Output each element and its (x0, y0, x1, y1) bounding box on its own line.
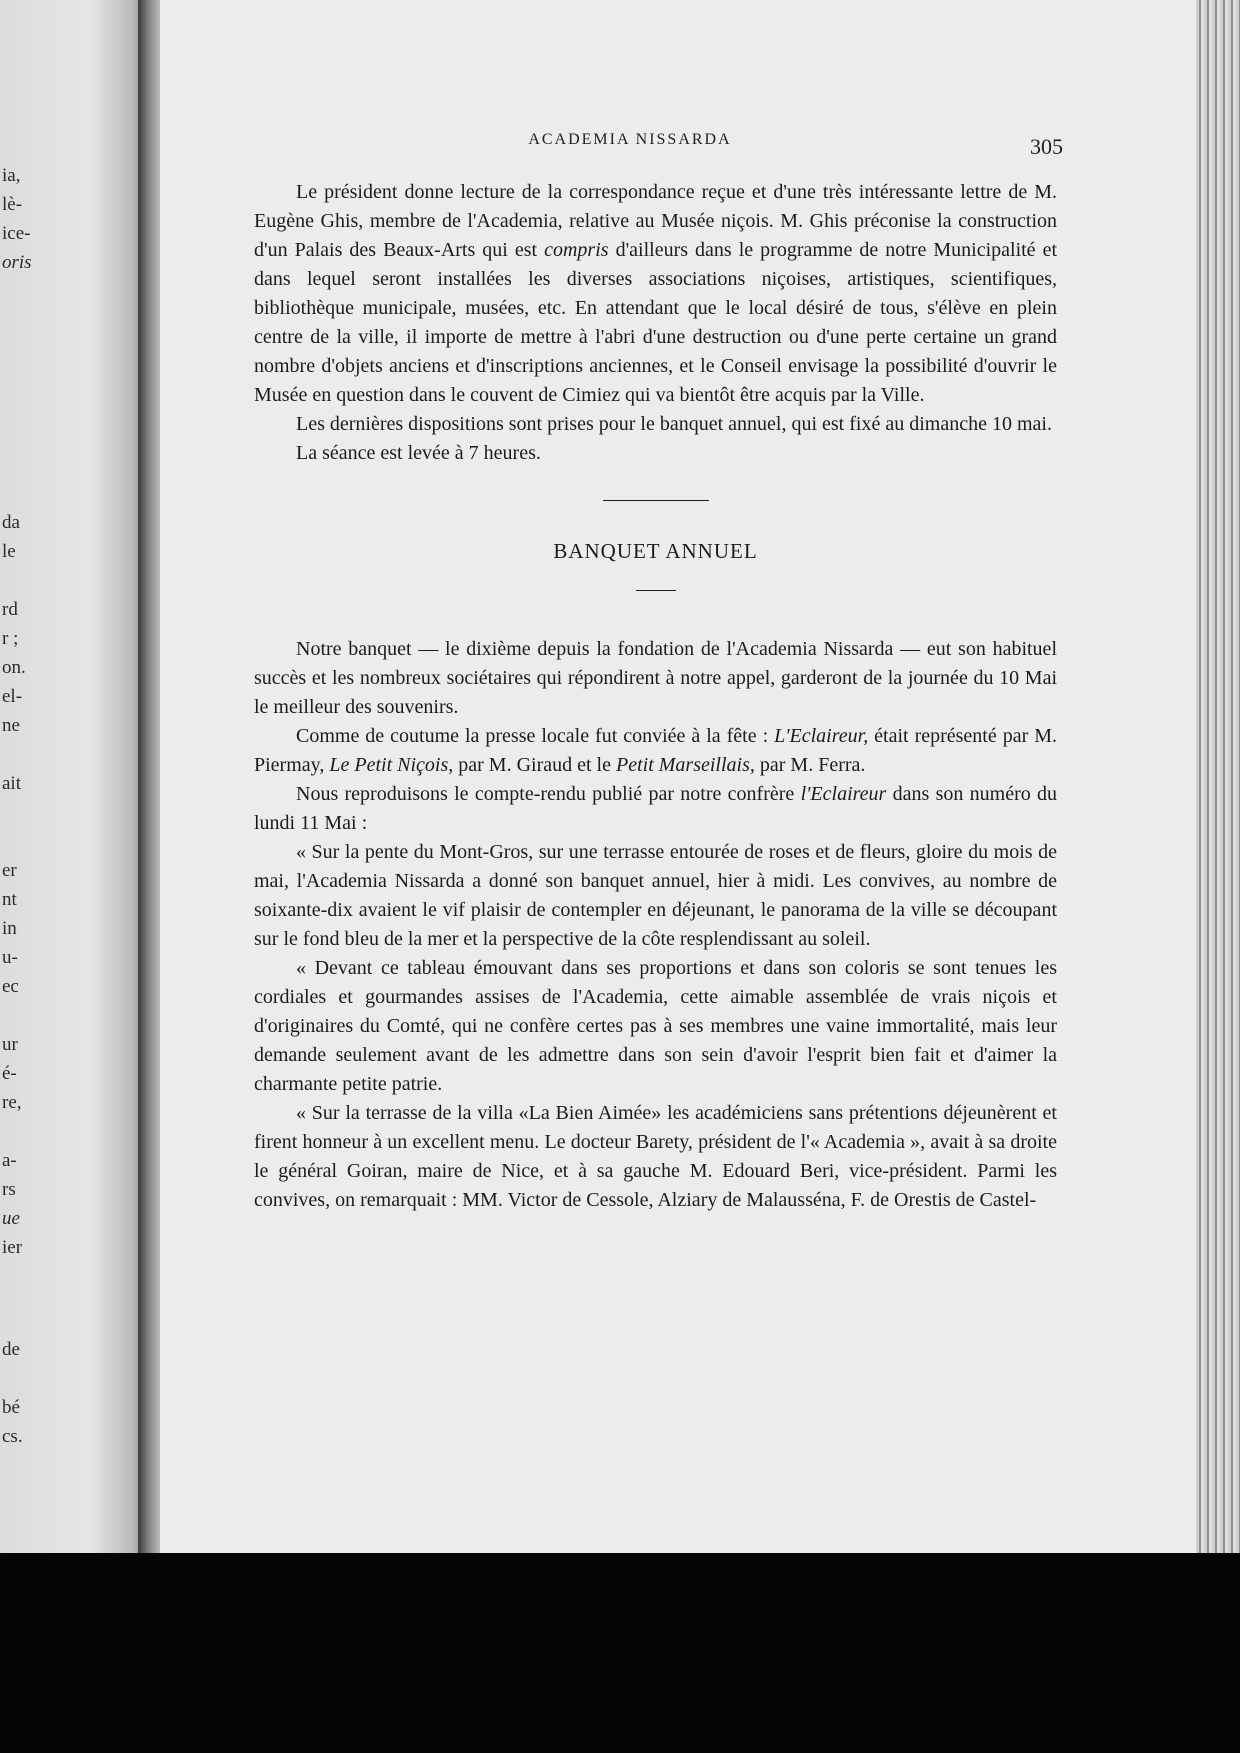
paragraph: Notre banquet — le dixième depuis la fondation de l'Academia Nissarda — eut son habituel succès et les nombreux sociétaires qui répondirent à notre appel, garderont de la journée du 10 Mai le meilleur des souvenirs. (254, 638, 1057, 718)
facing-page-fragment: ur (2, 1034, 18, 1055)
paragraph: Les dernières dispositions sont prises pour le banquet annuel, qui est fixé au dimanche 10 mai. (296, 413, 1052, 435)
facing-page-fragment: le (2, 541, 16, 562)
newspaper-title: Petit Marseillais, (615, 754, 755, 776)
paragraph: La séance est levée à 7 heures. (296, 442, 541, 464)
page-number: 305 (1030, 134, 1063, 159)
facing-page-fragment: oris (2, 252, 32, 273)
paragraph-text: par M. Giraud et le (458, 754, 611, 776)
section-title: BANQUET ANNUEL (553, 539, 758, 563)
paragraph-text: Nous reproduisons le compte-rendu publié par notre confrère (296, 783, 795, 805)
facing-page-fragment: el- (2, 686, 23, 707)
facing-page-fragment: lè- (2, 194, 23, 215)
page-body (254, 178, 1057, 1215)
paragraph (254, 780, 1057, 838)
paragraph-text: d'ailleurs dans le programme de notre Municipalité et dans lequel seront installées les diverses associations niçoises, artistiques, scientifiques, bibliothèque municipale, musées, etc. En attendant que le local désiré de tous, s'élève en plein centre de la ville, il importe de mettre à l'abri d'une destruction ou d'une perte certaine un grand nombre d'objets anciens et d'inscriptions anciennes, et le Conseil envisage la possibilité d'ouvrir le Musée en question dans le couvent de Cimiez qui va bientôt être acquis par la Ville. (254, 239, 1058, 406)
italic-word: compris (544, 239, 609, 261)
facing-page-fragment: rd (2, 599, 18, 620)
facing-page-fragment: in (2, 918, 17, 939)
paragraph-text: Le président donne lecture de la correspondance reçue et d'une très intéressante lettre de M. Eugène Ghis, membre de l'Academia, relative au Musée niçois. M. Ghis préconise la construction d'un Palais des Beaux-Arts qui est (254, 181, 1057, 261)
facing-page-fragment: ec (2, 976, 19, 997)
paragraph (254, 178, 1057, 410)
facing-page-fragment: ne (2, 715, 20, 736)
running-head: ACADEMIA NISSARDA (528, 131, 732, 148)
page-stack-edge (1196, 0, 1240, 1553)
facing-page-fragment: re, (2, 1092, 22, 1113)
facing-page-fragment: ice- (2, 223, 31, 244)
paragraph (254, 722, 1057, 780)
paragraph: « Sur la pente du Mont-Gros, sur une terrasse entourée de roses et de fleurs, gloire du mois de mai, l'Academia Nissarda a donné son banquet annuel, hier à midi. Les convives, au nombre de soixante-dix avaient le vif plaisir de contempler en déjeunant, le panorama de la ville se découpant sur le fond bleu de la mer et la perspective de la côte resplendissant au soleil. (254, 841, 1057, 950)
facing-page-fragment: da (2, 512, 20, 533)
facing-page-fragment: ia, (2, 165, 21, 186)
paragraph: « Devant ce tableau émouvant dans ses proportions et dans son coloris se sont tenues les cordiales et gourmandes assises de l'Academia, cette aimable assemblée de vrais niçois et d'originaires du Comté, qui ne confère certes pas à ses membres une vaine immortalité, mais leur demande seulement avant de les admettre dans son sein d'avoir l'esprit bien fait et d'aimer la charmante petite patrie. (254, 957, 1057, 1095)
facing-page-fragment: ait (2, 773, 21, 794)
newspaper-title: L'Eclaireur, (774, 725, 869, 747)
facing-page-edge (0, 0, 152, 1553)
scan-background (0, 1553, 1240, 1753)
facing-page-fragment: é- (2, 1063, 17, 1084)
facing-page-fragment: bé (2, 1397, 20, 1418)
facing-page-fragment: er (2, 860, 17, 881)
paragraph-text: dans son numéro du lundi 11 Mai : (254, 783, 1058, 834)
facing-page-fragment: on. (2, 657, 26, 678)
facing-page-fragment: ue (2, 1208, 20, 1229)
paragraph: « Sur la terrasse de la villa «La Bien Aimée» les académiciens sans prétentions déjeunèrent et firent honneur à un excellent menu. Le docteur Barety, président de l'« Academia », avait à sa droite le général Goiran, maire de Nice, et à sa gauche M. Edouard Beri, vice-président. Parmi les convives, on remarquait : MM. Victor de Cessole, Alziary de Malausséna, F. de Orestis de Castel- (254, 1102, 1057, 1211)
paragraph-text: Comme de coutume la presse locale fut conviée à la fête : (296, 725, 769, 747)
facing-page-fragment: ier (2, 1237, 23, 1258)
newspaper-title: Le Petit Niçois, (329, 754, 454, 776)
facing-page-fragment: r ; (2, 628, 19, 649)
paragraph-text: par M. Ferra. (759, 754, 866, 776)
facing-page-fragment: rs (2, 1179, 16, 1200)
facing-page-fragment: u- (2, 947, 18, 968)
facing-page-fragment: cs. (2, 1426, 23, 1447)
facing-page-fragment: de (2, 1339, 20, 1360)
facing-page-fragment: nt (2, 889, 17, 910)
newspaper-title: l'Eclaireur (800, 783, 887, 805)
facing-page-fragment: a- (2, 1150, 17, 1171)
paragraph-text: était représenté par M. Piermay, (254, 725, 1057, 776)
section-divider (603, 500, 709, 501)
